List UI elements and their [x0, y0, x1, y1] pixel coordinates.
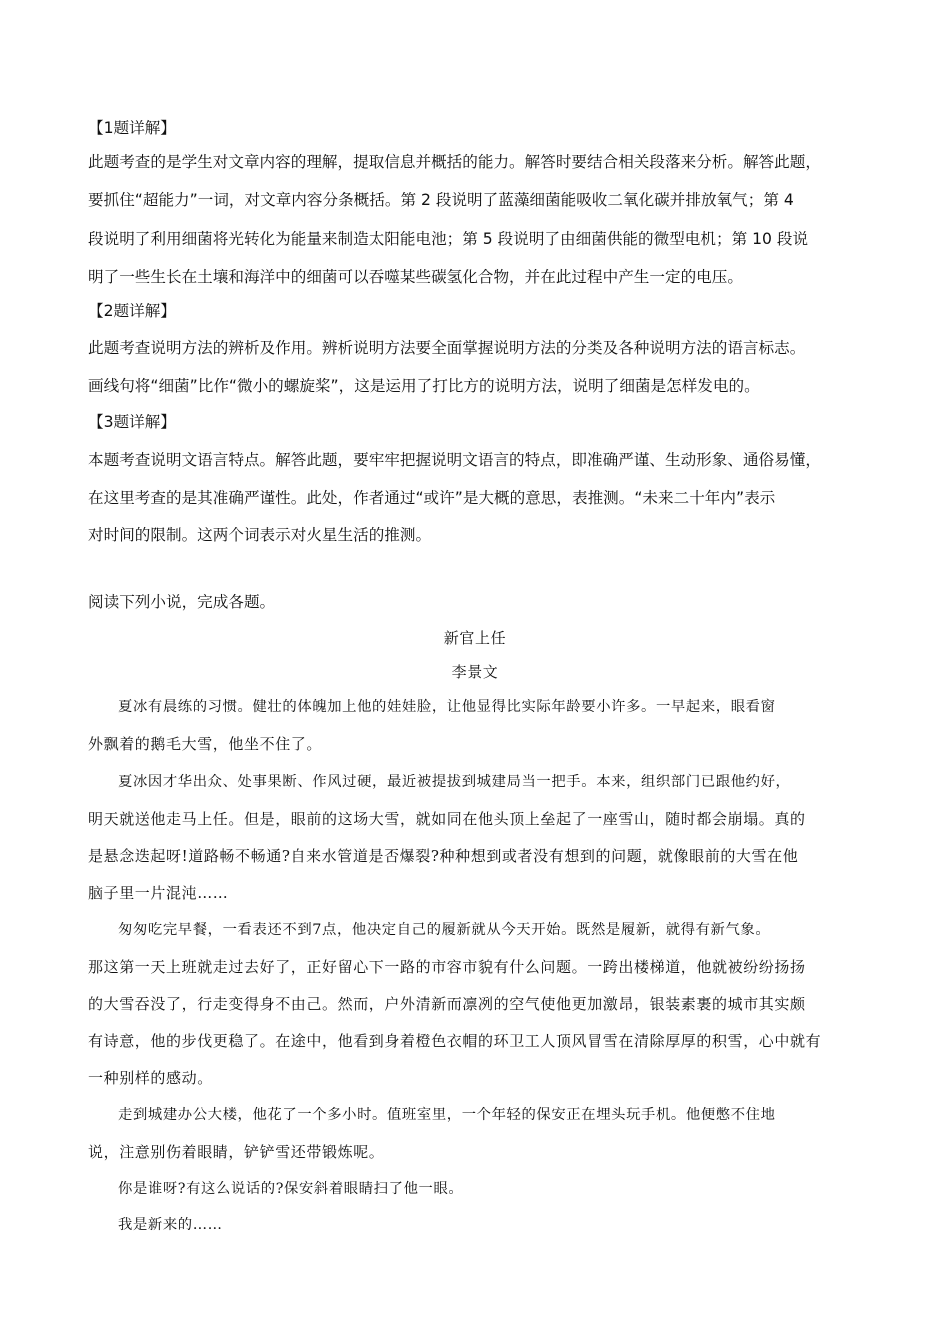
story-line: 说，注意别伤着眼睛，铲铲雪还带锻炼呢。 [88, 1143, 385, 1161]
story-title: 新官上任 [443, 629, 507, 647]
q2-line: 此题考查说明方法的辨析及作用。辨析说明方法要全面掌握说明方法的分类及各种说明方法的语言标志。 [88, 339, 806, 357]
q1-line: 段说明了利用细菌将光转化为能量来制造太阳能电池；第 5 段说明了由细菌供能的微型电机；第 10 段说 [88, 230, 809, 248]
q3-line: 对时间的限制。这两个词表示对火星生活的推测。 [88, 526, 432, 544]
story-line: 你是谁呀?有这么说话的?保安斜着眼睛扫了他一眼。 [118, 1181, 464, 1197]
story-line: 夏冰因才华出众、处事果断、作风过硬，最近被提拔到城建局当一把手。本来，组织部门已跟他约好， [118, 774, 791, 790]
q3-line: 在这里考查的是其准确严谨性。此处，作者通过“或许”是大概的意思，表推测。“未来二十年内”表示 [88, 489, 776, 507]
reading-instruction: 阅读下列小说，完成各题。 [88, 593, 276, 611]
q1-line: 明了一些生长在土壤和海洋中的细菌可以吞噬某些碳氢化合物，并在此过程中产生一定的电压。 [88, 268, 743, 286]
q1-line: 此题考查的是学生对文章内容的理解，提取信息并概括的能力。解答时要结合相关段落来分析。解答此题， [88, 153, 821, 171]
story-line: 有诗意，他的步伐更稳了。在途中，他看到身着橙色衣帽的环卫工人顶风冒雪在清除厚厚的积雪，心中就有 [88, 1032, 822, 1050]
story-line: 一种别样的感动。 [88, 1069, 213, 1087]
story-line: 是悬念迭起呀!道路畅不畅通?自来水管道是否爆裂?种种想到或者没有想到的问题，就像眼前的大雪在他 [88, 847, 799, 865]
q2-line: 画线句将“细菌”比作“微小的螺旋桨”，这是运用了打比方的说明方法，说明了细菌是怎样发电的。 [88, 377, 760, 395]
story-line: 的大雪吞没了，行走变得身不由己。然而，户外清新而凛冽的空气使他更加激昂，银装素裹的城市其实颇 [88, 995, 806, 1013]
story-author: 李景文 [451, 663, 499, 681]
q1-heading: 【1题详解】 [88, 119, 176, 137]
story-line: 夏冰有晨练的习惯。健壮的体魄加上他的娃娃脸，让他显得比实际年龄要小许多。一早起来，眼看窗 [118, 699, 776, 715]
story-line: 走到城建办公大楼，他花了一个多小时。值班室里，一个年轻的保安正在埋头玩手机。他便憋不住地 [118, 1107, 776, 1123]
story-line: 明天就送他走马上任。但是，眼前的这场大雪，就如同在他头顶上垒起了一座雪山，随时都会崩塌。真的 [88, 810, 806, 828]
q3-heading: 【3题详解】 [88, 413, 176, 431]
q2-heading: 【2题详解】 [88, 302, 176, 320]
story-line: 匆匆吃完早餐，一看表还不到7点，他决定自己的履新就从今天开始。既然是履新，就得有新气象。 [118, 922, 771, 938]
q1-line: 要抓住“超能力”一词，对文章内容分条概括。第 2 段说明了蓝藻细菌能吸收二氧化碳并排放氧气；第 4 [88, 191, 794, 209]
q3-line: 本题考查说明文语言特点。解答此题，要牢牢把握说明文语言的特点，即准确严谨、生动形象、通俗易懂， [88, 451, 821, 469]
story-line: 外飘着的鹅毛大雪，他坐不住了。 [88, 735, 323, 753]
story-line: 脑子里一片混沌…… [88, 884, 229, 902]
story-line: 我是新来的…… [118, 1217, 223, 1233]
story-line: 那这第一天上班就走过去好了，正好留心下一路的市容市貌有什么问题。一跨出楼梯道，他就被纷纷扬扬 [88, 958, 806, 976]
